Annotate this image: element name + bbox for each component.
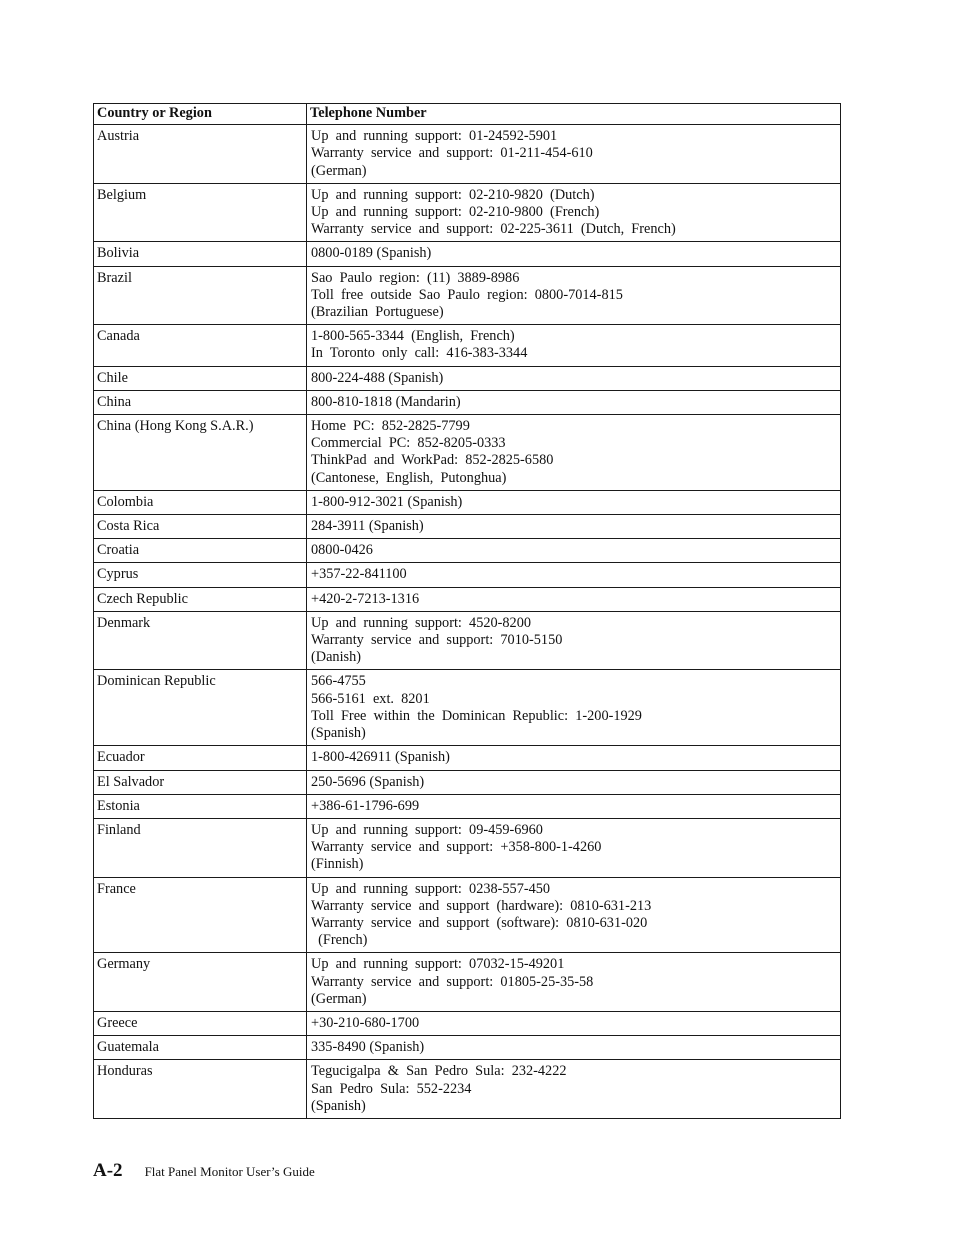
table-row	[94, 770, 841, 794]
column-header-telephone: Telephone Number	[307, 104, 841, 125]
telephone-line: Home PC: 852-2825-7799	[311, 418, 470, 435]
telephone-line: (French)	[311, 932, 368, 949]
telephone-cell	[307, 325, 841, 366]
telephone-line: 566-4755	[311, 673, 366, 690]
table-row	[94, 670, 841, 746]
telephone-line: 250-5696 (Spanish)	[311, 773, 425, 790]
telephone-line: (German)	[311, 990, 367, 1007]
telephone-cell	[307, 515, 841, 539]
telephone-line: 1-800-912-3021 (Spanish)	[311, 493, 463, 510]
telephone-cell	[307, 670, 841, 746]
table-row	[94, 125, 841, 184]
telephone-line: (Brazilian Portuguese)	[311, 304, 444, 321]
table-row	[94, 877, 841, 953]
country-cell: Belgium	[94, 183, 307, 242]
table-row	[94, 515, 841, 539]
table-row	[94, 390, 841, 414]
table-row	[94, 563, 841, 587]
table-row	[94, 183, 841, 242]
telephone-line: 335-8490 (Spanish)	[311, 1039, 425, 1056]
telephone-line: Tegucigalpa & San Pedro Sula: 232-4222	[311, 1063, 567, 1080]
telephone-line: (Cantonese, English, Putonghua)	[311, 469, 507, 486]
telephone-line: Up and running support: 07032-15-49201	[311, 956, 565, 973]
telephone-line: Toll free outside Sao Paulo region: 0800-7014-815	[311, 286, 623, 303]
table-header-row	[94, 104, 841, 125]
telephone-line: Warranty service and support: +358-800-1-4260	[311, 839, 602, 856]
country-cell: Canada	[94, 325, 307, 366]
telephone-cell	[307, 1036, 841, 1060]
telephone-line: ThinkPad and WorkPad: 852-2825-6580	[311, 452, 554, 469]
telephone-line: Warranty service and support: 7010-5150	[311, 632, 563, 649]
page-footer	[93, 1160, 315, 1182]
table-row	[94, 1011, 841, 1035]
telephone-line: Sao Paulo region: (11) 3889-8986	[311, 269, 520, 286]
telephone-cell	[307, 415, 841, 491]
country-cell: Chile	[94, 366, 307, 390]
telephone-line: Up and running support: 02-210-9820 (Dutch)	[311, 186, 595, 203]
telephone-line: Warranty service and support (hardware): 0810-631-213	[311, 897, 652, 914]
telephone-line: (Finnish)	[311, 856, 364, 873]
table-row	[94, 1036, 841, 1060]
telephone-cell	[307, 183, 841, 242]
telephone-cell	[307, 818, 841, 877]
table-row	[94, 366, 841, 390]
country-cell: Greece	[94, 1011, 307, 1035]
country-cell: Denmark	[94, 611, 307, 670]
telephone-line: Up and running support: 0238-557-450	[311, 880, 551, 897]
country-cell: Guatemala	[94, 1036, 307, 1060]
telephone-cell	[307, 539, 841, 563]
telephone-line: (Spanish)	[311, 725, 366, 742]
table-row	[94, 953, 841, 1012]
table-row	[94, 242, 841, 266]
table-row	[94, 415, 841, 491]
telephone-cell	[307, 242, 841, 266]
telephone-line: +420-2-7213-1316	[311, 590, 420, 607]
telephone-cell	[307, 953, 841, 1012]
country-cell: Costa Rica	[94, 515, 307, 539]
telephone-line: Commercial PC: 852-8205-0333	[311, 435, 506, 452]
table-row	[94, 325, 841, 366]
page-number: A-2	[93, 1160, 123, 1181]
telephone-line: (Danish)	[311, 649, 362, 666]
telephone-line: Warranty service and support: 01-211-454-610	[311, 145, 593, 162]
telephone-line: 800-224-488 (Spanish)	[311, 369, 444, 386]
telephone-line: Warranty service and support: 01805-25-35-58	[311, 973, 594, 990]
telephone-line: Toll Free within the Dominican Republic: 1-200-1929	[311, 707, 642, 724]
country-cell: China (Hong Kong S.A.R.)	[94, 415, 307, 491]
telephone-cell	[307, 770, 841, 794]
telephone-line: 0800-0189 (Spanish)	[311, 245, 432, 262]
telephone-line: Warranty service and support: 02-225-3611 (Dutch, French)	[311, 221, 676, 238]
country-cell: Germany	[94, 953, 307, 1012]
country-cell: Finland	[94, 818, 307, 877]
telephone-line: San Pedro Sula: 552-2234	[311, 1080, 472, 1097]
telephone-cell	[307, 390, 841, 414]
country-cell: Brazil	[94, 266, 307, 325]
telephone-line: 566-5161 ext. 8201	[311, 690, 430, 707]
telephone-line: Up and running support: 02-210-9800 (French)	[311, 204, 600, 221]
column-header-country: Country or Region	[94, 104, 307, 125]
telephone-line: (Spanish)	[311, 1097, 366, 1114]
telephone-line: +30-210-680-1700	[311, 1014, 420, 1031]
table-row	[94, 266, 841, 325]
telephone-cell	[307, 877, 841, 953]
country-cell: Bolivia	[94, 242, 307, 266]
country-cell: Dominican Republic	[94, 670, 307, 746]
country-cell: Austria	[94, 125, 307, 184]
table-row	[94, 794, 841, 818]
telephone-cell	[307, 266, 841, 325]
table-row	[94, 818, 841, 877]
telephone-cell	[307, 587, 841, 611]
country-cell: Czech Republic	[94, 587, 307, 611]
country-cell: China	[94, 390, 307, 414]
country-cell: Cyprus	[94, 563, 307, 587]
telephone-cell	[307, 794, 841, 818]
telephone-cell	[307, 490, 841, 514]
telephone-line: (German)	[311, 162, 367, 179]
table-row	[94, 539, 841, 563]
document-title: Flat Panel Monitor User’s Guide	[144, 1164, 315, 1179]
table-row	[94, 490, 841, 514]
telephone-line: Warranty service and support (software): 0810-631-020	[311, 914, 648, 931]
telephone-cell	[307, 125, 841, 184]
support-phone-table	[93, 103, 841, 1119]
country-cell: Estonia	[94, 794, 307, 818]
telephone-line: 1-800-426911 (Spanish)	[311, 749, 450, 766]
table-row	[94, 587, 841, 611]
country-cell: Honduras	[94, 1060, 307, 1119]
country-cell: Ecuador	[94, 746, 307, 770]
telephone-line: Up and running support: 4520-8200	[311, 614, 531, 631]
telephone-cell	[307, 611, 841, 670]
country-cell: Colombia	[94, 490, 307, 514]
country-cell: El Salvador	[94, 770, 307, 794]
telephone-line: +357-22-841100	[311, 566, 407, 583]
telephone-line: 1-800-565-3344 (English, French)	[311, 328, 515, 345]
telephone-cell	[307, 563, 841, 587]
telephone-line: 800-810-1818 (Mandarin)	[311, 393, 461, 410]
table-row	[94, 1060, 841, 1119]
telephone-line: 0800-0426	[311, 542, 373, 559]
telephone-cell	[307, 1060, 841, 1119]
telephone-line: In Toronto only call: 416-383-3344	[311, 345, 528, 362]
telephone-line: Up and running support: 01-24592-5901	[311, 128, 558, 145]
table-row	[94, 746, 841, 770]
table-row	[94, 611, 841, 670]
telephone-cell	[307, 366, 841, 390]
telephone-line: 284-3911 (Spanish)	[311, 518, 424, 535]
telephone-line: Up and running support: 09-459-6960	[311, 821, 543, 838]
country-cell: Croatia	[94, 539, 307, 563]
telephone-cell	[307, 1011, 841, 1035]
country-cell: France	[94, 877, 307, 953]
telephone-line: +386-61-1796-699	[311, 797, 420, 814]
telephone-cell	[307, 746, 841, 770]
